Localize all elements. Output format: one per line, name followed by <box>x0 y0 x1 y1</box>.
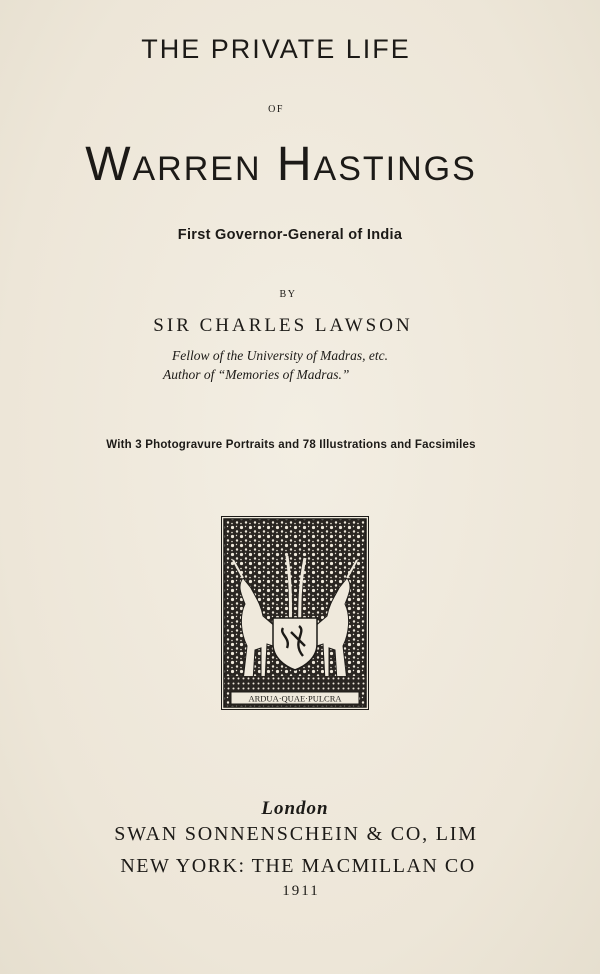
copublisher-name: NEW YORK: THE MACMILLAN CO <box>120 855 476 877</box>
subtitle: First Governor-General of India <box>177 227 403 243</box>
publisher-device <box>221 516 369 710</box>
affiliation-2-text: Author of “Memories of Madras.” <box>163 367 350 382</box>
publisher-device-illustration <box>221 516 369 710</box>
publisher-name: SWAN SONNENSCHEIN & CO, LIM <box>114 823 478 845</box>
title-of: OF <box>268 104 284 115</box>
illustrations-note: With 3 Photogravure Portraits and 78 Illustrations and Facsimiles <box>106 439 476 451</box>
main-title: Warren Hastings <box>85 138 477 191</box>
title-line-1: THE PRIVATE LIFE <box>141 34 411 64</box>
author-name: SIR CHARLES LAWSON <box>153 315 413 336</box>
by-line: BY <box>279 289 297 300</box>
affiliation-1-text: Fellow of the University of Madras, etc. <box>172 348 388 363</box>
publication-year: 1911 <box>282 883 320 899</box>
publication-place: London <box>261 798 329 819</box>
device-motto: ARDUA·QUAE·PULCRA <box>248 693 342 704</box>
